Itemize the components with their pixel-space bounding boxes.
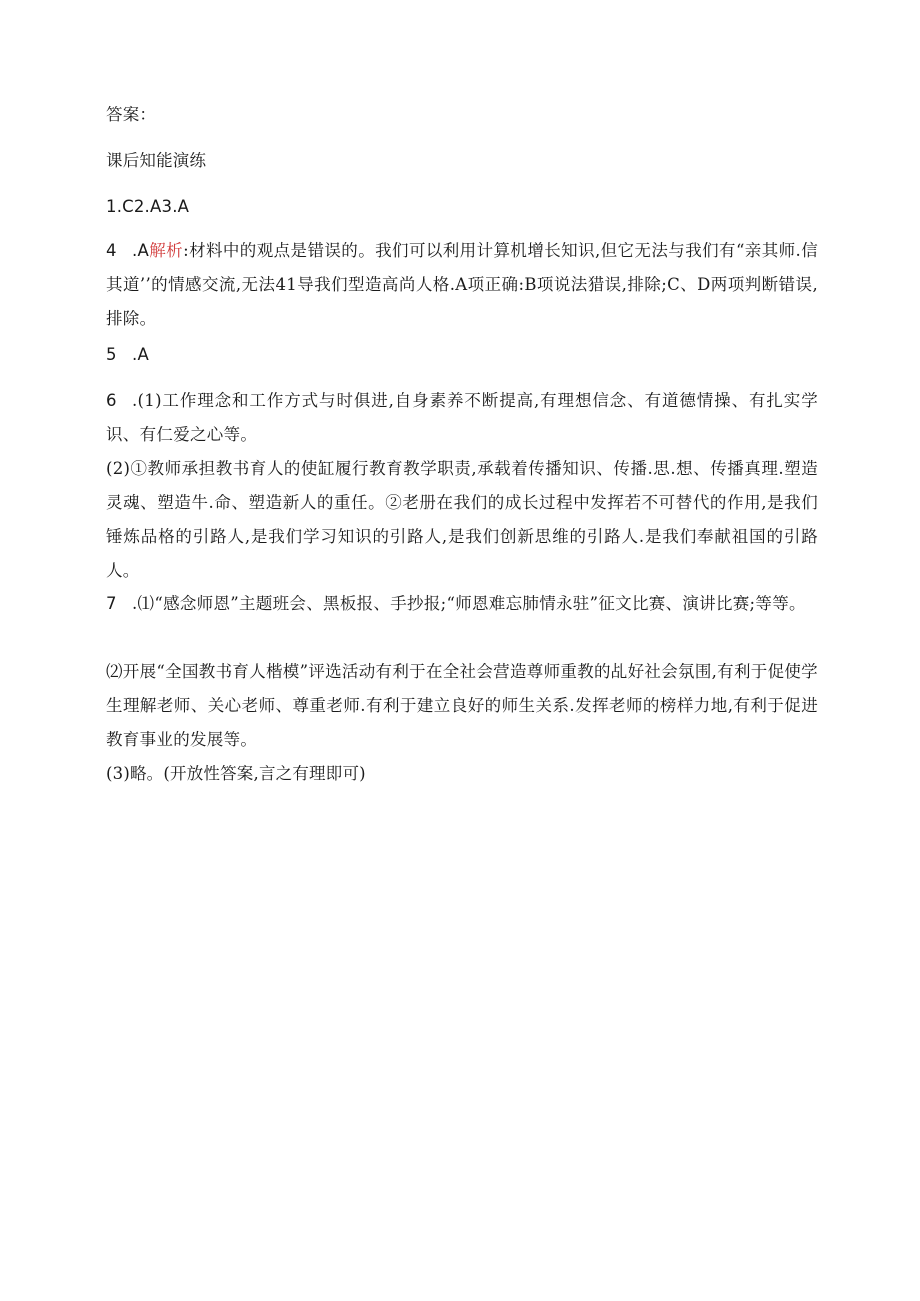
answer-5-number: 5: [106, 345, 117, 364]
answer-4-analysis: :材料中的观点是错误的。我们可以利用计算机增长知识,但它无法与我们有“亲其师.信其道’’的情感交流,无法41导我们型造高尚人格.A项正确:B项说法猎误,排除;C、D两项判断错误,排除。: [106, 241, 819, 328]
answer-7-part-3: (3)略。(开放性答案,言之有理即可): [106, 764, 366, 783]
answer-5: [106, 338, 814, 372]
answer-4-choice: .A: [132, 241, 150, 260]
answer-6-part-2: (2)①教师承担教书育人的使缸履行教育教学职责,承载着传播知识、传播.思.想、传播真理.塑造灵魂、塑造牛.命、塑造新人的重任。②老册在我们的成长过程中发挥若不可替代的作用,是我们锤炼品格的引路人,是我们学习知识的引路人,是我们创新思维的引路人.是我们奉献祖国的引路人。: [106, 459, 818, 580]
answer-4: [106, 234, 818, 336]
answer-5-choice: .A: [132, 345, 149, 364]
answer-7-number: 7: [106, 594, 117, 613]
answer-7-part-2: ⑵开展“全国教书育人楷模”评选活动有利于在全社会营造尊师重教的乩好社会氛围,有利于促使学生理解老师、关心老师、尊重老师.有利于建立良好的师生关系.发挥老师的榜样力地,有利于促进教育事业的发展等。: [106, 662, 818, 749]
analysis-label: 解析: [149, 241, 184, 260]
answer-6-number: 6: [106, 391, 117, 410]
answer-6-part-1: [106, 384, 818, 452]
answer-6-part-1-text: .(1)工作理念和工作方式与时俱进,自身素养不断提高,有理想信念、有道德情操、有扎实学识、有仁爱之心等。: [106, 391, 818, 444]
section-title: 课后知能演练: [106, 151, 207, 170]
answer-7-part-1-text: .⑴“感念师恩”主题班会、黑板报、手抄报;“师恩难忘肺情永驻”征文比赛、演讲比赛;等等。: [132, 594, 806, 613]
answers-1-3: 1.C2.A3.A: [106, 197, 190, 216]
answer-7-part-1: [106, 587, 818, 621]
answer-label: 答案：: [106, 105, 157, 124]
answer-4-number: 4: [106, 241, 117, 260]
